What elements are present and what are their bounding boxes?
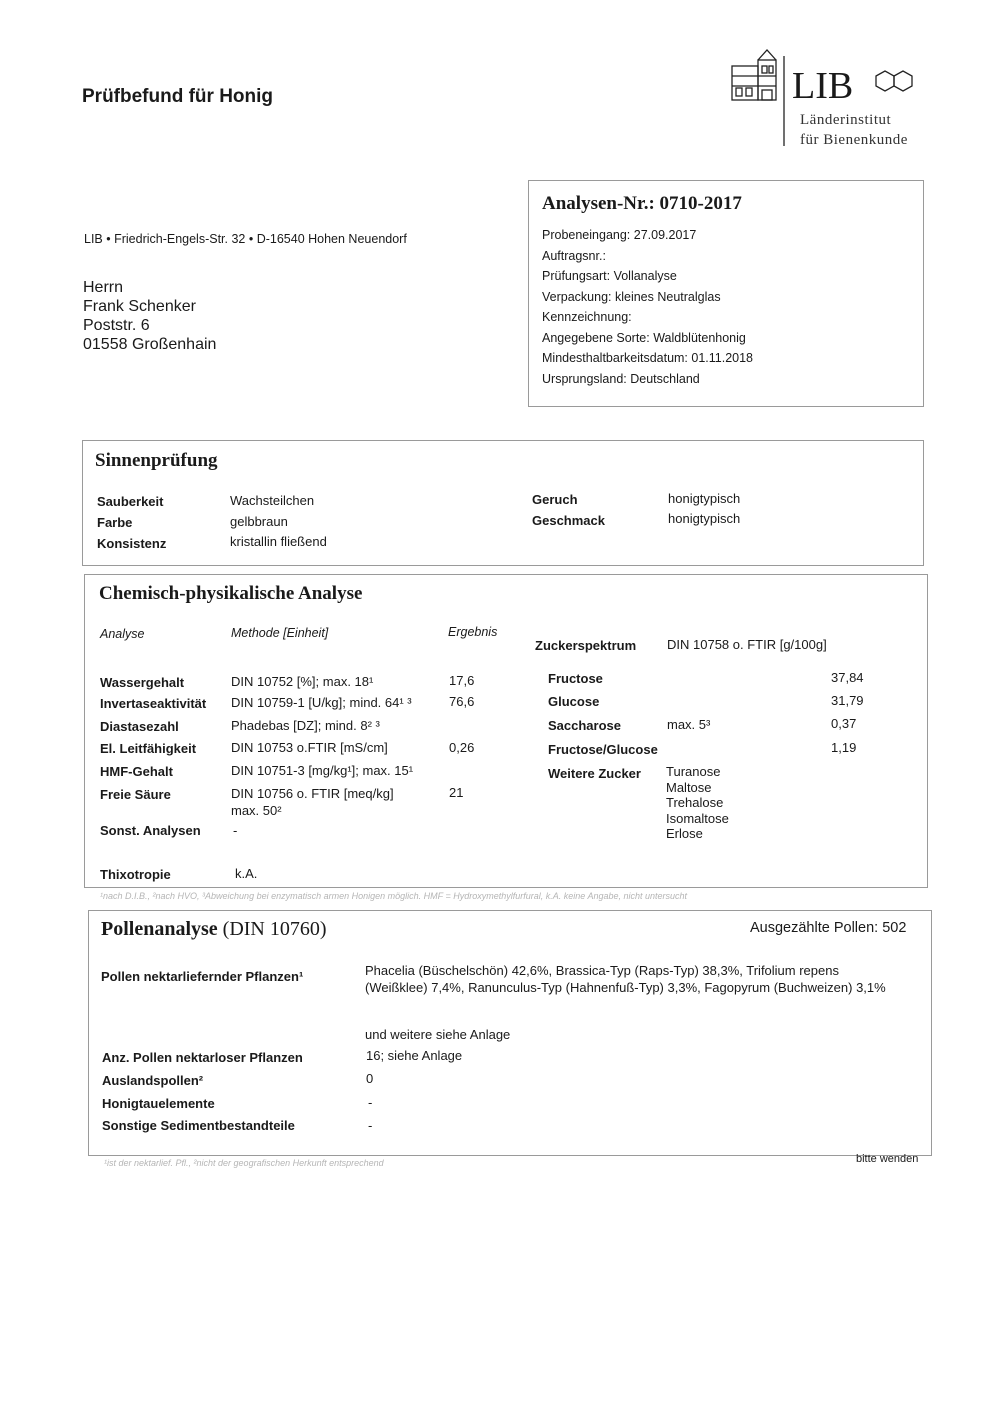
other-sugars-label: Weitere Zucker	[548, 766, 641, 781]
sender-line: LIB • Friedrich-Engels-Str. 32 • D-16540 Hohen Neuendorf	[84, 232, 407, 246]
sensory-label: Konsistenz	[97, 536, 167, 551]
chemical-footnote: ¹nach D.I.B., ²nach HVO, ³Abweichung bei enzymatisch armen Honigen möglich. HMF = Hydroxymethylfurfural, k.A. keine Angabe, nicht untersucht	[100, 891, 688, 901]
analysis-info-list	[542, 225, 753, 389]
sugar-value: 31,79	[831, 693, 864, 708]
other-sugar: Erlose	[666, 826, 703, 841]
chem-method: DIN 10759-1 [U/kg]; mind. 64¹ ³	[231, 695, 412, 710]
lib-logo	[728, 48, 928, 152]
recipient-line: 01558 Großenhain	[83, 336, 217, 353]
pollen-value: 16; siehe Anlage	[366, 1048, 463, 1063]
pollen-value: und weitere siehe Anlage	[365, 1027, 511, 1042]
other-sugar: Turanose	[666, 764, 721, 779]
pollen-heading	[101, 918, 327, 941]
recipient-line: Poststr. 6	[83, 317, 150, 334]
other-sugar: Trehalose	[666, 795, 724, 810]
chem-label: HMF-Gehalt	[100, 764, 173, 779]
recipient-address	[83, 278, 216, 354]
chem-method: DIN 10753 o.FTIR [mS/cm]	[231, 740, 388, 755]
logo-line2: für Bienenkunde	[800, 132, 908, 148]
col-result: Ergebnis	[448, 625, 498, 639]
sensory-label: Farbe	[97, 515, 133, 530]
chem-method: -	[233, 823, 238, 838]
pollen-value: Phacelia (Büschelschön) 42,6%, Brassica-Typ (Raps-Typ) 38,3%, Trifolium repens (Weißklee) 7,4%, Ranunculus-Typ (Hahnenfuß-Typ) 3,3%, Fagopyrum (Buchweizen) 3,1%	[365, 963, 886, 995]
pollen-section	[88, 910, 932, 1156]
other-sugar: Isomaltose	[666, 810, 729, 826]
pollen-count: Ausgezählte Pollen: 502	[750, 920, 907, 936]
sugar-limit: max. 5³	[667, 717, 711, 732]
sensory-value: honigtypisch	[668, 511, 741, 526]
analysis-number: Analysen-Nr.: 0710-2017	[542, 193, 742, 214]
pollen-heading-bold: Pollenanalyse	[101, 918, 218, 940]
info-row: Mindesthaltbarkeitsdatum: 01.11.2018	[542, 351, 754, 365]
info-row: Verpackung: kleines Neutralglas	[542, 289, 721, 304]
pollen-footnote: ¹ist der nektarlief. Pfl., ²nicht der geografischen Herkunft entsprechend	[104, 1158, 384, 1168]
logo-line1: Länderinstitut	[800, 112, 892, 128]
sensory-value: gelbbraun	[230, 514, 288, 529]
pollen-value: -	[368, 1118, 373, 1133]
other-sugars-list	[666, 764, 729, 842]
logo-name: LIB	[792, 65, 854, 107]
chemical-section	[84, 574, 928, 888]
chem-label: Sonst. Analysen	[100, 823, 201, 838]
pollen-label: Sonstige Sedimentbestandteile	[102, 1118, 295, 1133]
chem-label: Invertaseaktivität	[100, 696, 207, 711]
chem-label: Wassergehalt	[100, 675, 185, 690]
chem-method: k.A.	[235, 866, 258, 881]
pollen-label: Anz. Pollen nektarloser Pflanzen	[102, 1050, 303, 1065]
other-sugar: Maltose	[666, 779, 712, 795]
sugar-value: 0,37	[831, 716, 857, 731]
chem-method: DIN 10756 o. FTIR [meq/kg]	[231, 786, 394, 801]
sensory-label: Sauberkeit	[97, 494, 164, 509]
chem-label: Freie Säure	[100, 787, 171, 802]
sugar-label: Saccharose	[548, 718, 621, 733]
chem-result: 0,26	[449, 740, 475, 755]
chem-label: Diastasezahl	[100, 719, 179, 734]
chem-method: DIN 10751-3 [mg/kg¹]; max. 15¹	[231, 763, 414, 778]
chem-result: 76,6	[449, 694, 475, 709]
sensory-value: kristallin fließend	[230, 534, 327, 549]
sugar-label: Fructose	[548, 671, 603, 686]
info-row: Angegebene Sorte: Waldblütenhonig	[542, 330, 746, 345]
chem-result: 21	[449, 785, 464, 800]
sensory-label: Geschmack	[532, 513, 605, 528]
chem-method: Phadebas [DZ]; mind. 8² ³	[231, 718, 380, 733]
sensory-heading: Sinnenprüfung	[95, 450, 218, 471]
sensory-section	[82, 440, 924, 566]
turn-page-note: bitte wenden	[856, 1153, 919, 1165]
info-row: Kennzeichnung:	[542, 310, 632, 324]
pollen-value: -	[368, 1095, 373, 1110]
sugar-label: Fructose/Glucose	[548, 742, 658, 757]
chem-label: Thixotropie	[100, 867, 171, 882]
chem-result: 17,6	[449, 673, 475, 688]
info-row: Probeneingang: 27.09.2017	[542, 228, 697, 242]
info-row: Ursprungsland: Deutschland	[542, 371, 700, 386]
recipient-line: Herrn	[83, 279, 124, 296]
info-row: Auftragsnr.:	[542, 248, 606, 263]
page-title: Prüfbefund für Honig	[82, 86, 274, 107]
col-analysis: Analyse	[100, 627, 145, 641]
sugar-value: 37,84	[831, 670, 864, 685]
chem-method: DIN 10752 [%]; max. 18¹	[231, 674, 374, 689]
sugar-value: 1,19	[831, 740, 857, 755]
col-method: Methode [Einheit]	[231, 626, 329, 640]
recipient-line: Frank Schenker	[83, 298, 196, 315]
analysis-info-box	[528, 180, 924, 407]
sugar-label: Glucose	[548, 694, 600, 709]
info-row: Prüfungsart: Vollanalyse	[542, 269, 677, 283]
pollen-label: Pollen nektarliefernder Pflanzen¹	[101, 969, 304, 984]
chemical-heading: Chemisch-physikalische Analyse	[99, 583, 363, 604]
pollen-label: Auslandspollen²	[102, 1073, 204, 1088]
pollen-value: 0	[366, 1071, 374, 1086]
sensory-label: Geruch	[532, 492, 578, 507]
sensory-value: Wachsteilchen	[230, 493, 315, 508]
sugar-title: Zuckerspektrum	[535, 638, 637, 653]
chem-method-line2: max. 50²	[231, 803, 282, 818]
pollen-label: Honigtauelemente	[102, 1096, 215, 1111]
sensory-value: honigtypisch	[668, 491, 741, 506]
sugar-method: DIN 10758 o. FTIR [g/100g]	[667, 637, 827, 652]
pollen-heading-rest: (DIN 10760)	[217, 918, 327, 940]
chem-label: El. Leitfähigkeit	[100, 741, 197, 756]
